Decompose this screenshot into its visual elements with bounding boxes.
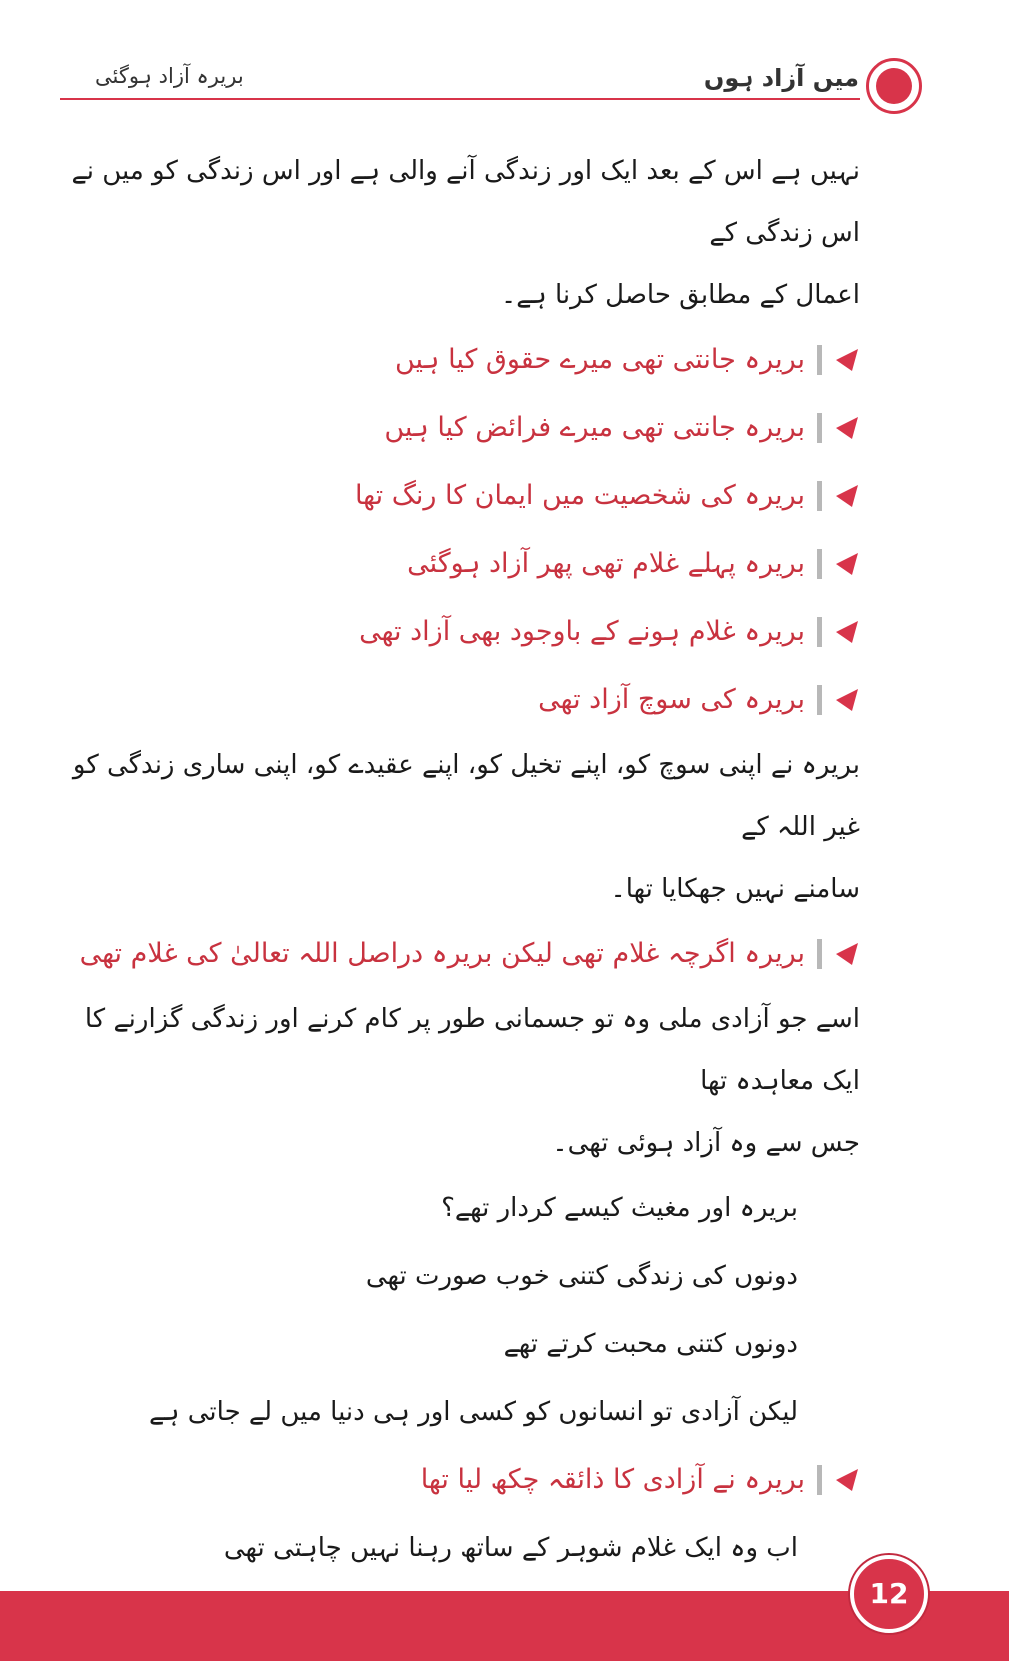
page-content — [60, 140, 860, 1650]
book-logo-icon — [866, 58, 922, 114]
bullet-text: بریرہ جانتی تھی میرے فرائض کیا ہیں — [384, 412, 805, 443]
line-2: دونوں کی زندگی کتنی خوب صورت تھی — [365, 1261, 798, 1291]
bullet-text: بریرہ اگرچہ غلام تھی لیکن بریرہ دراصل اللہ تعالیٰ کی غلام تھی — [79, 938, 805, 969]
paragraph-1b: اعمال کے مطابق حاصل کرنا ہے۔ — [501, 280, 860, 310]
bullet-1 — [60, 326, 860, 394]
bullet-text: بریرہ جانتی تھی میرے حقوق کیا ہیں — [394, 344, 805, 375]
line-5: اب وہ ایک غلام شوہر کے ساتھ رہنا نہیں چاہتی تھی — [223, 1533, 798, 1563]
bullet-6 — [60, 666, 860, 734]
bullet-5 — [60, 598, 860, 666]
line-1: بریرہ اور مغیث کیسے کردار تھے؟ — [441, 1193, 798, 1223]
line-3: دونوں کتنی محبت کرتے تھے — [503, 1329, 798, 1359]
bullet-7 — [60, 920, 860, 988]
paragraph-3b: جس سے وہ آزاد ہوئی تھی۔ — [552, 1128, 860, 1158]
bullet-marker — [817, 1465, 822, 1495]
dove-bullet-icon — [834, 687, 860, 713]
paragraph-1: نہیں ہے اس کے بعد ایک اور زندگی آنے والی ہے اور اس زندگی کو میں نے اس زندگی کے — [71, 156, 860, 248]
bullet-text: بریرہ غلام ہونے کے باوجود بھی آزاد تھی — [359, 616, 805, 647]
bullet-marker — [817, 345, 822, 375]
dove-bullet-icon — [834, 415, 860, 441]
paragraph-3: اسے جو آزادی ملی وہ تو جسمانی طور پر کام کرنے اور زندگی گزارنے کا ایک معاہدہ تھا — [84, 1004, 860, 1096]
bullet-text: بریرہ کی شخصیت میں ایمان کا رنگ تھا — [354, 480, 805, 511]
bullet-marker — [817, 617, 822, 647]
bullet-marker — [817, 685, 822, 715]
line-4: لیکن آزادی تو انسانوں کو کسی اور ہی دنیا میں لے جاتی ہے — [149, 1397, 798, 1427]
page-number: 12 — [850, 1555, 928, 1633]
bullet-8 — [60, 1446, 860, 1514]
page-header — [0, 0, 1009, 120]
dove-bullet-icon — [834, 347, 860, 373]
dove-bullet-icon — [834, 551, 860, 577]
bullet-2 — [60, 394, 860, 462]
book-title: میں آزاد ہوں — [703, 64, 859, 92]
bullet-text: بریرہ کی سوچ آزاد تھی — [538, 684, 805, 715]
bullet-3 — [60, 462, 860, 530]
dove-bullet-icon — [834, 619, 860, 645]
chapter-title: بریرہ آزاد ہوگئی — [95, 64, 244, 88]
bullet-text: بریرہ پہلے غلام تھی پھر آزاد ہوگئی — [407, 548, 805, 579]
bullet-marker — [817, 481, 822, 511]
bullet-marker — [817, 413, 822, 443]
paragraph-2: بریرہ نے اپنی سوچ کو، اپنے تخیل کو، اپنے عقیدے کو، اپنی ساری زندگی کو غیر اللہ کے — [72, 750, 860, 842]
bullet-4 — [60, 530, 860, 598]
bullet-text: بریرہ نے آزادی کا ذائقہ چکھ لیا تھا — [420, 1464, 805, 1495]
bullet-marker — [817, 549, 822, 579]
dove-bullet-icon — [834, 941, 860, 967]
header-divider — [60, 96, 860, 102]
bullet-marker — [817, 939, 822, 969]
dove-bullet-icon — [834, 483, 860, 509]
dove-bullet-icon — [834, 1467, 860, 1493]
paragraph-2b: سامنے نہیں جھکایا تھا۔ — [610, 874, 860, 904]
